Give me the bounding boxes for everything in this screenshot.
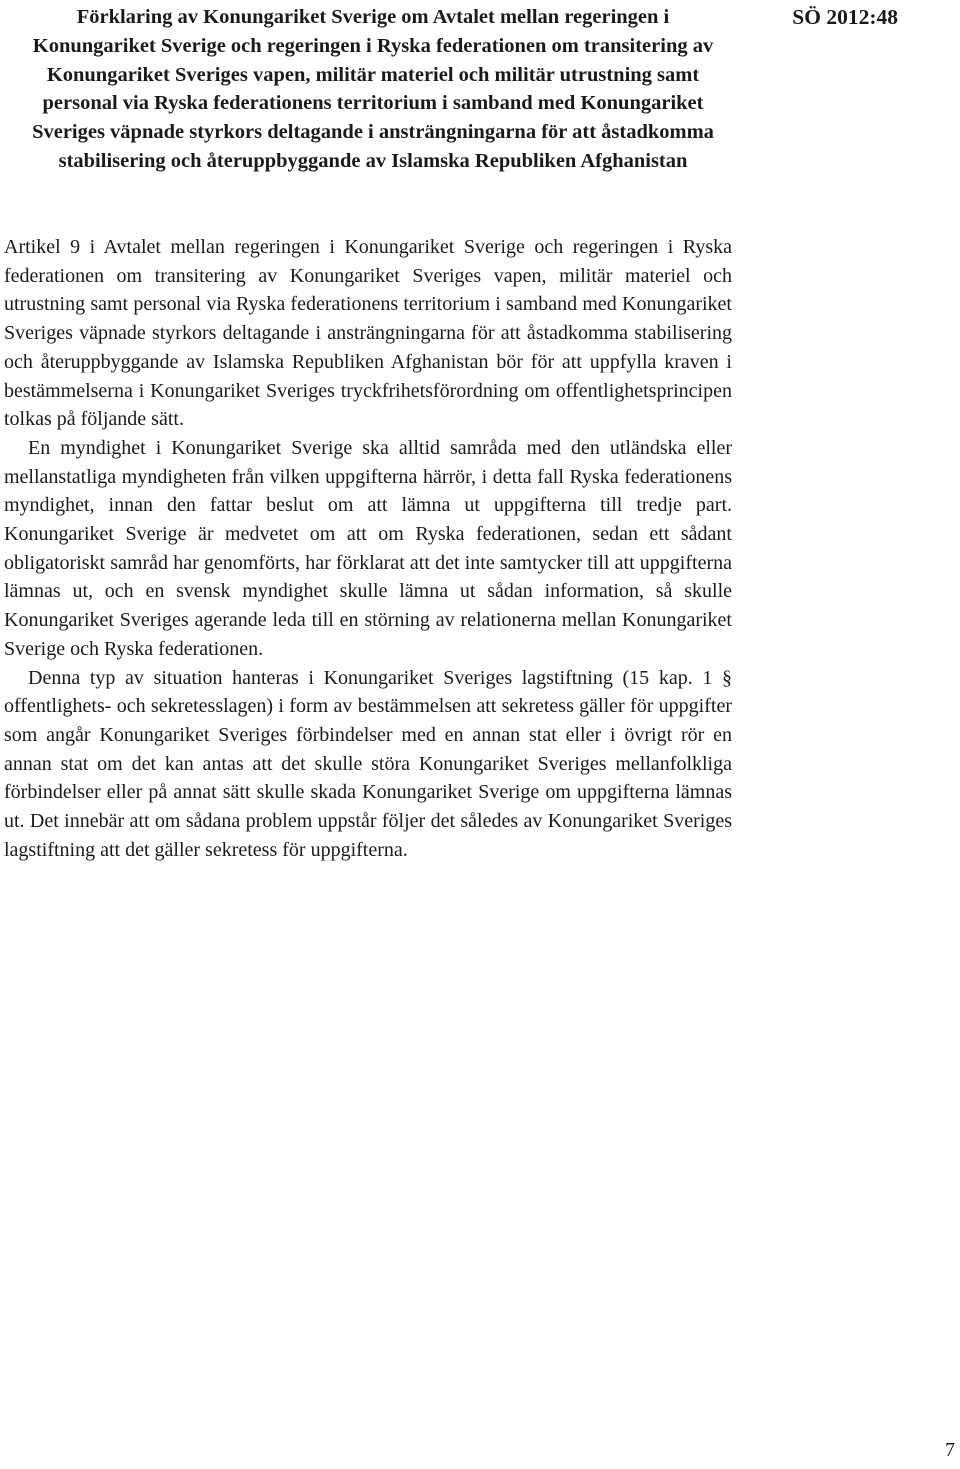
paragraph-consultation: En myndighet i Konungariket Sverige ska alltid samråda med den utländska eller mellanstatliga myndigheten från vilken uppgifterna härrör, i detta fall Ryska federationens myndighet, innan den fattar beslut om att lämna ut uppgifterna till tredje part. Konungariket Sverige är medvetet om att om Ryska federationen, sedan ett sådant obligatoriskt samråd har genomförts, har förklarat att det inte samtycker till att uppgifterna lämnas ut, och en svensk myndighet skulle lämna ut sådan information, så skulle Konungariket Sveriges agerande leda till en störning av relationerna mellan Konungariket Sverige och Ryska federationen. xyxy=(4,436,732,660)
document-body xyxy=(4,233,732,864)
page-number: 7 xyxy=(945,1439,955,1461)
document-number: SÖ 2012:48 xyxy=(792,5,898,29)
paragraph-legislation: Denna typ av situation hanteras i Konungariket Sveriges lagstiftning (15 kap. 1 § offentlighets- och sekretesslagen) i form av bestämmelsen att sekretess gäller för uppgifter som angår Konungariket Sveriges förbindelser med en annan stat eller i övrigt rör en annan stat om det kan antas att det skulle störa Konungariket Sveriges mellanfolkliga förbindelser eller på annat sätt skulle skada Konungariket Sverige om uppgifterna lämnas ut. Det innebär att om sådana problem uppstår följer det således av Konungariket Sveriges lagstiftning att det gäller sekretess för uppgifterna. xyxy=(4,666,732,861)
paragraph-intro: Artikel 9 i Avtalet mellan regeringen i Konungariket Sverige och regeringen i Ryska federationen om transitering av Konungariket Sveriges vapen, militär materiel och utrustning samt personal via Ryska federationens territorium i samband med Konungariket Sveriges väpnade styrkors deltagande i ansträngningarna för att åstadkomma stabilisering och återuppbyggande av Islamska Republiken Afghanistan bör för att uppfylla kraven i bestämmelserna i Konungariket Sveriges tryckfrihetsförordning om offentlighetsprincipen tolkas på följande sätt. xyxy=(4,236,732,431)
document-title: Förklaring av Konungariket Sverige om Avtalet mellan regeringen i Konungariket Sverige och regeringen i Ryska federationen om transitering av Konungariket Sveriges vapen, militär materiel och militär utrustning samt personal via Ryska federationens territorium i samband med Konungariket Sveriges väpnade styrkors deltagande i ansträngningarna för att åstadkomma stabilisering och återuppbyggande av Islamska Republiken Afghanistan xyxy=(32,6,714,172)
